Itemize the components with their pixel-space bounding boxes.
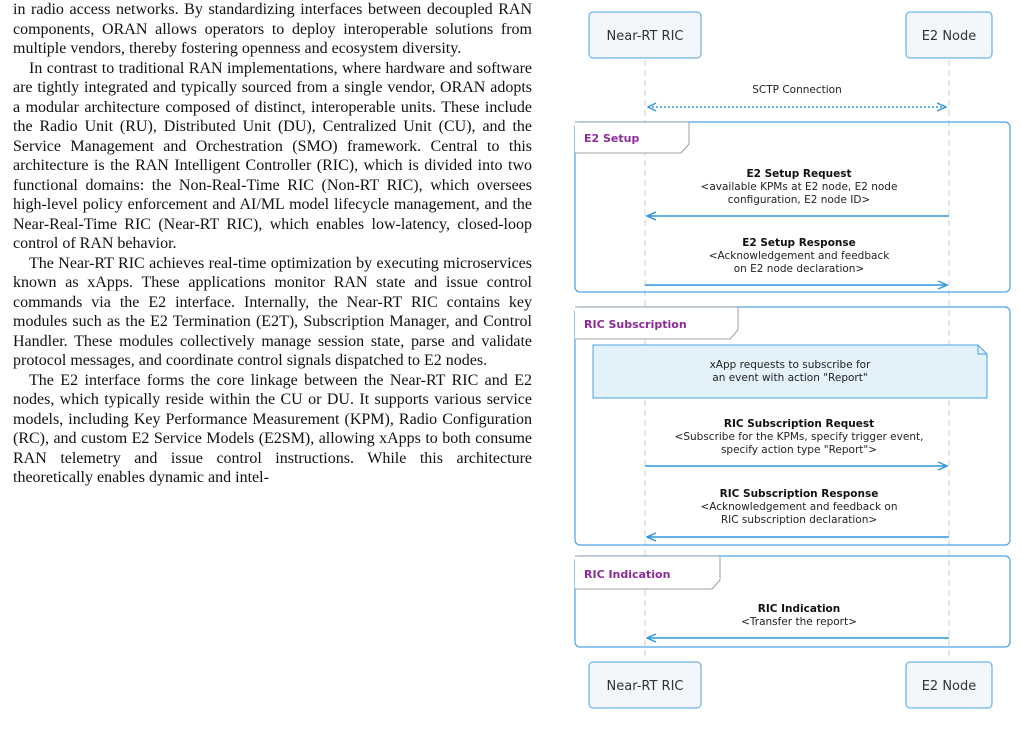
participant-e2-node-top (906, 12, 992, 58)
message-e2-setup-request (647, 168, 949, 216)
message-title: E2 Setup Response (742, 237, 856, 249)
participant-label: E2 Node (921, 29, 977, 44)
note-xapp-subscribe (593, 345, 987, 398)
message-title: RIC Subscription Response (719, 488, 879, 500)
sequence-diagram (560, 0, 1022, 736)
paragraph-1: in radio access networks. By standardizing interfaces between decoupled RAN components, ORAN allows operators to deploy interoperable solutions from multiple vendors, thereby fostering openness and ecosystem diversity. (13, 1, 532, 57)
participant-e2-node-bottom (906, 662, 992, 708)
note-text: an event with action "Report" (712, 372, 868, 384)
message-detail: <available KPMs at E2 node, E2 node (700, 181, 898, 193)
message-title: E2 Setup Request (746, 168, 852, 180)
paragraph-3: The Near-RT RIC achieves real-time optimization by executing microservices known as xApps. These applications monitor RAN state and issue control commands via the E2 interface. Internally, the Near-RT RIC contains key modules such as the E2 Termination (E2T), Subscription Manager, and Control Handler. These modules collectively manage session state, parse and validate protocol messages, and coordinate control signals dispatched to E2 nodes. (13, 254, 532, 369)
message-detail: <Transfer the report> (741, 616, 857, 628)
message-detail: <Acknowledgement and feedback on (700, 501, 898, 513)
message-detail: on E2 node declaration> (733, 263, 865, 275)
participant-near-rt-ric-top (589, 12, 701, 58)
message-ric-indication (647, 603, 949, 638)
message-title: RIC Indication (757, 603, 841, 615)
message-detail: <Acknowledgement and feedback (708, 250, 890, 262)
group-ric-indication (575, 556, 1010, 647)
participant-label: Near-RT RIC (606, 29, 684, 44)
group-label: RIC Subscription (584, 318, 687, 331)
participant-label: E2 Node (921, 679, 977, 694)
message-title: RIC Subscription Request (723, 418, 875, 430)
message-detail: configuration, E2 node ID> (727, 194, 871, 206)
message-e2-setup-response (645, 237, 947, 285)
paragraph-4: The E2 interface forms the core linkage between the Near-RT RIC and E2 nodes, which typically reside within the CU or DU. It supports various service models, including Key Performance Measurement (KPM), Radio Configuration (RC), and custom E2 Service Models (E2SM), allowing xApps to both consume RAN telemetry and issue control instructions. While this architecture theoretically enables dynamic and intel- (13, 371, 532, 486)
sctp-label: SCTP Connection (752, 84, 842, 96)
message-detail: RIC subscription declaration> (720, 514, 878, 526)
message-detail: <Subscribe for the KPMs, specify trigger event, (674, 431, 924, 443)
note-text: xApp requests to subscribe for (709, 359, 871, 371)
body-text-column (13, 0, 532, 488)
paragraph-2: In contrast to traditional RAN implementations, where hardware and software are tightly integrated and typically sourced from a single vendor, ORAN adopts a modular architecture composed of distinct, interoperable units. These include the Radio Unit (RU), Distributed Unit (DU), Centralized Unit (CU), and the Service Management and Orchestration (SMO) framework. Central to this architecture is the RAN Intelligent Controller (RIC), which is divided into two functional domains: the Non-Real-Time RIC (Non-RT RIC), which oversees high-level policy enforcement and AI/ML model lifecycle management, and the Near-Real-Time RIC (Near-RT RIC), which enables low-latency, closed-loop control of RAN behavior. (13, 59, 532, 252)
group-label: RIC Indication (584, 568, 671, 581)
message-detail: specify action type "Report"> (720, 444, 878, 456)
participant-near-rt-ric-bottom (589, 662, 701, 708)
message-ric-subscription-request (645, 418, 947, 466)
participant-label: Near-RT RIC (606, 679, 684, 694)
group-label: E2 Setup (584, 132, 640, 145)
sequence-diagram-svg (560, 0, 1022, 736)
message-ric-subscription-response (647, 488, 949, 537)
